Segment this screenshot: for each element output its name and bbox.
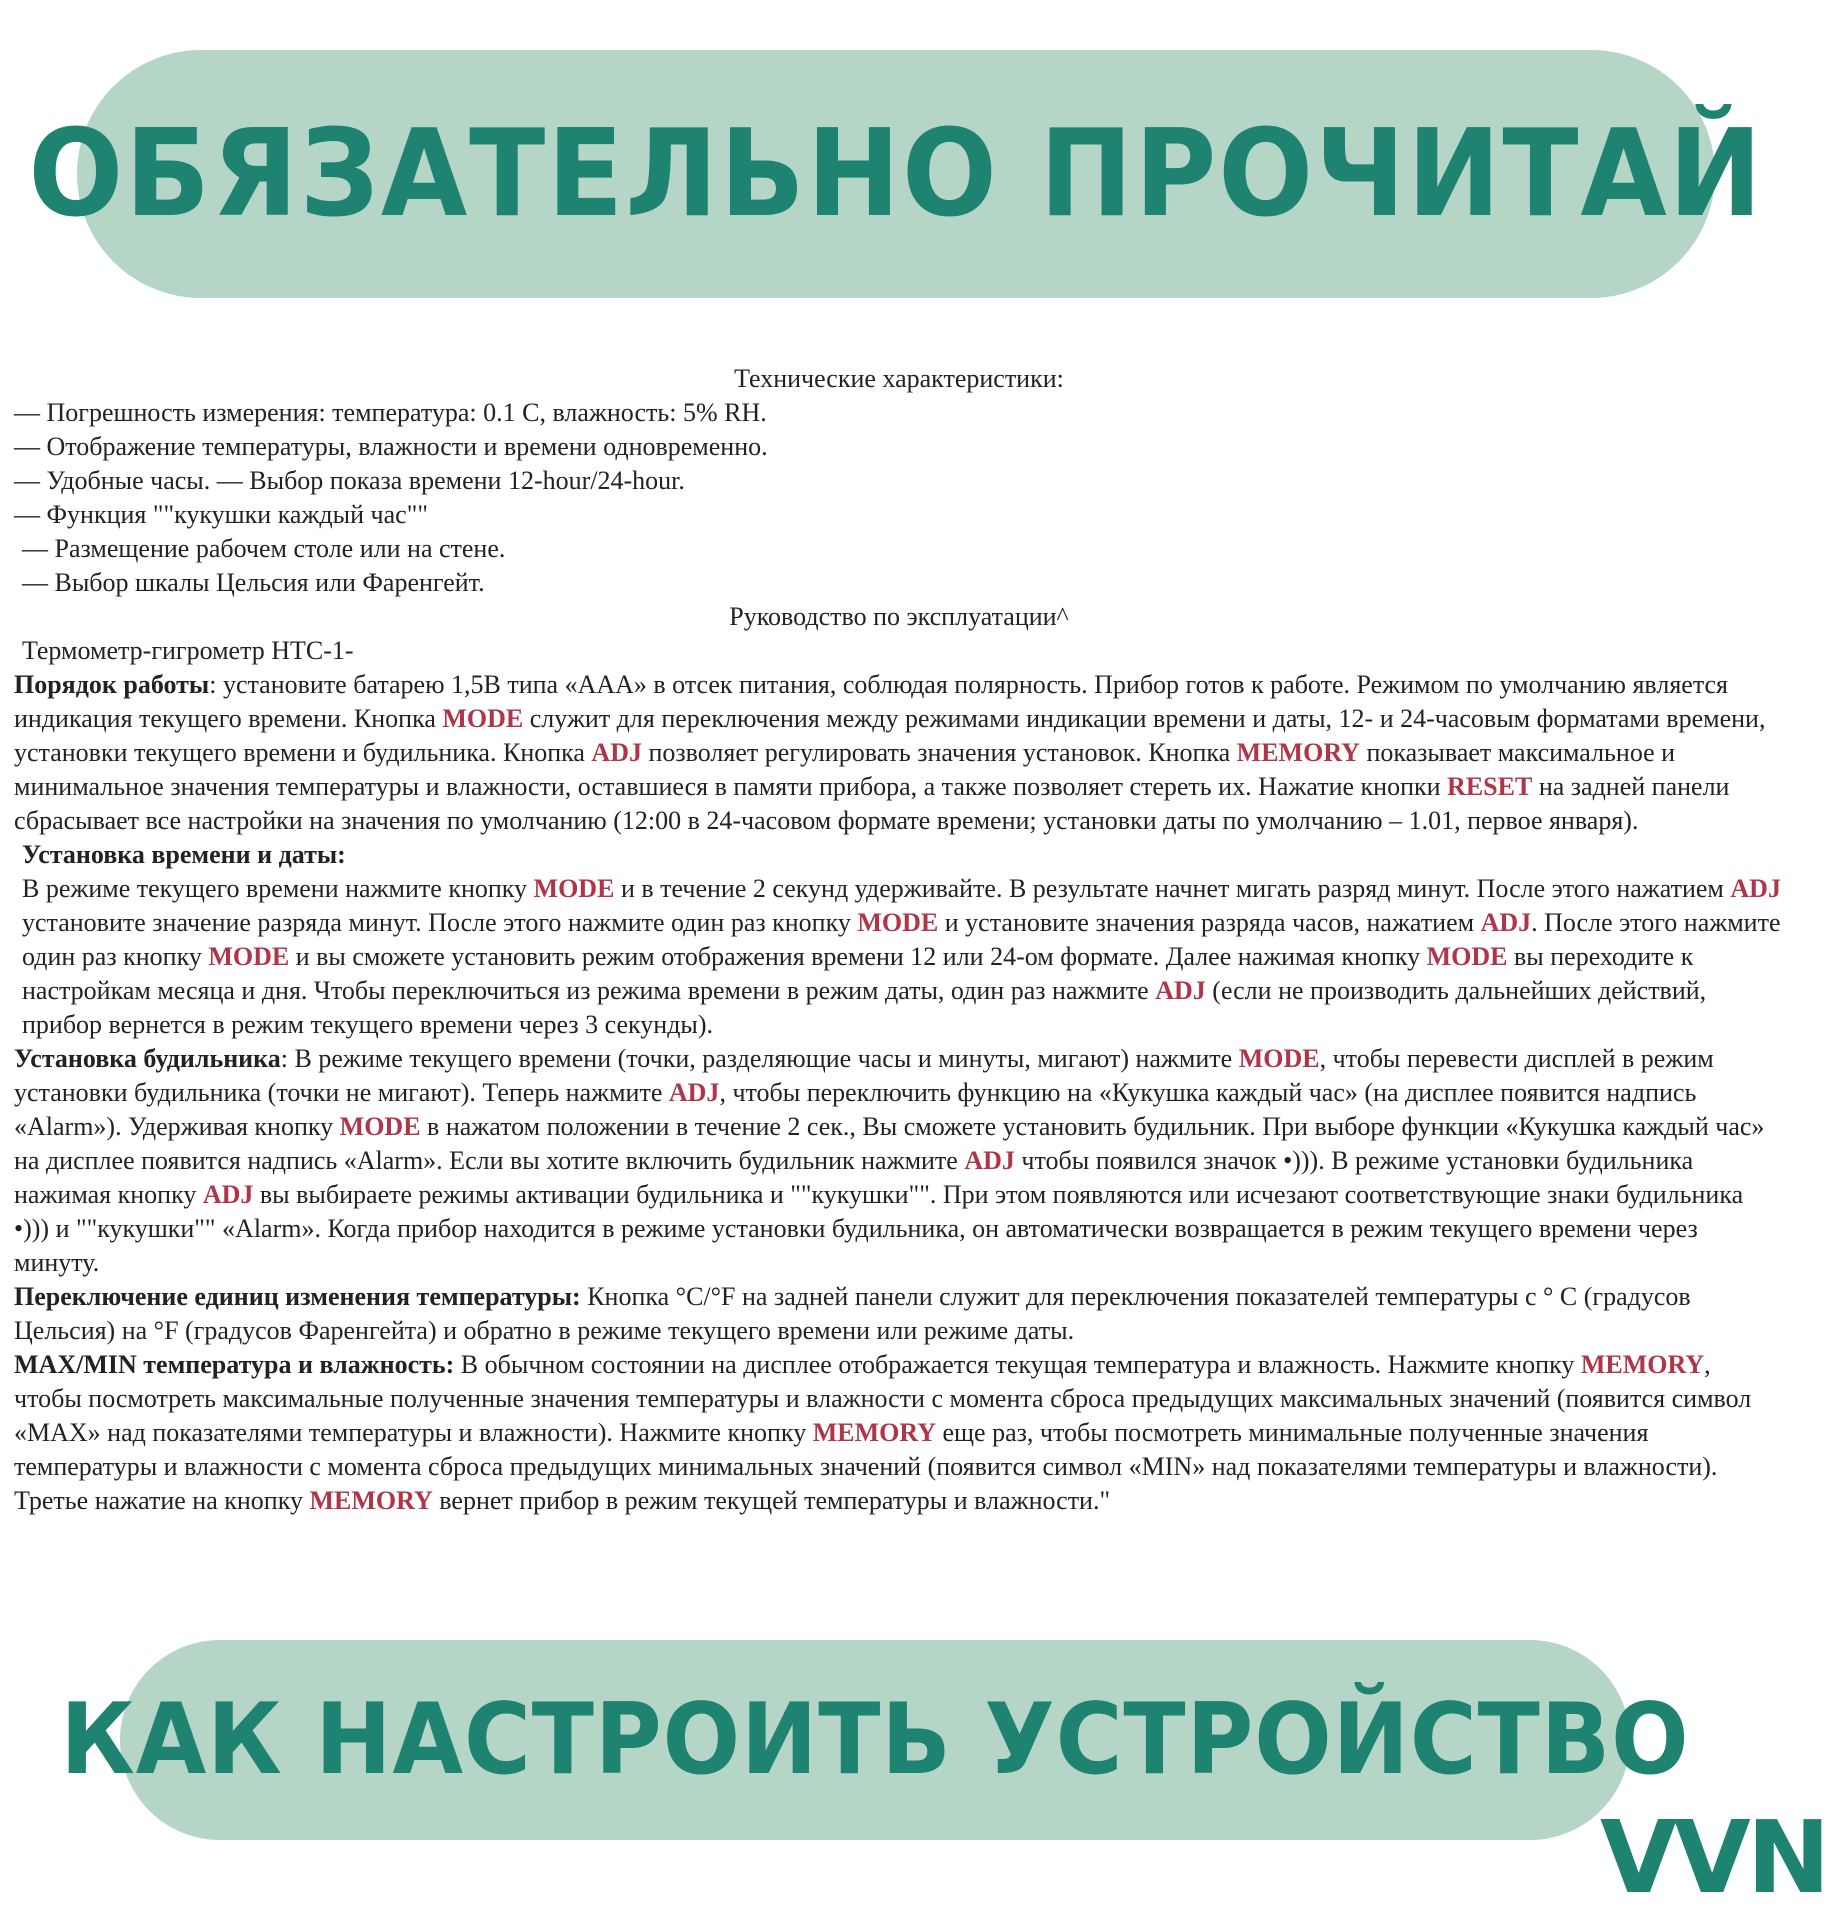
paragraph-text: вернет прибор в режим текущей температуры и влажности." — [432, 1486, 1111, 1515]
order-paragraph — [14, 668, 1784, 838]
brand-logo: VVN — [1600, 1799, 1826, 1916]
adj-keyword: ADJ — [1480, 908, 1532, 937]
adj-keyword: ADJ — [1155, 976, 1206, 1005]
paragraph-text: позволяет регулировать значения установок. Кнопка — [641, 738, 1237, 767]
spec-item: — Погрешность измерения: температура: 0.1 С, влажность: 5% RH. — [14, 398, 767, 427]
adj-keyword: ADJ — [964, 1146, 1015, 1175]
paragraph-text: чтобы появился значок •))). В режиме установки будильника нажимая кнопку — [14, 1146, 1694, 1209]
adj-keyword: ADJ — [591, 738, 642, 767]
alarm-heading: Установка будильника — [14, 1044, 281, 1073]
spec-item: — Удобные часы. — Выбор показа времени 12-hour/24-hour. — [14, 466, 685, 495]
time-paragraph — [14, 872, 1784, 1042]
paragraph-text: вы выбираете режимы активации будильника и ""кукушки"". При этом появляются или исчезают соответствующие знаки будильника •))) и ""кукушки"" «Alarm». Когда прибор находится в режиме установки будильника, он автоматически возвращается в режим текущего времени через минуту. — [14, 1180, 1744, 1277]
mode-keyword: MODE — [533, 874, 615, 903]
adj-keyword: ADJ — [668, 1078, 720, 1107]
paragraph-text: Кнопка °C/°F на задней панели служит для переключения показателей температуры с ° С (градусов Цельсия) на °F (градусов Фаренгейта) и обратно в режиме текущего времени или режиме даты. — [14, 1282, 1691, 1345]
paragraph-text: В обычном состоянии на дисплее отображается текущая температура и влажность. Нажмите кнопку — [454, 1350, 1581, 1379]
bottom-banner — [60, 1640, 1690, 1840]
spec-item: — Выбор шкалы Цельсия или Фаренгейт. — [22, 568, 485, 597]
paragraph-text: , чтобы перевести дисплей в режим установки будильника (точки не мигают). Теперь нажмите — [14, 1044, 1714, 1107]
paragraph-text: показывает максимальное и минимальное значения температуры и влажности, оставшиеся в памяти прибора, а также позволяет стереть их. Нажатие кнопки — [14, 738, 1676, 801]
paragraph-text: (если не производить дальнейших действий, прибор вернется в режим текущего времени через 3 секунды). — [22, 976, 1707, 1039]
memory-keyword: MEMORY — [1236, 738, 1360, 767]
spec-item: — Размещение рабочем столе или на стене. — [22, 534, 506, 563]
time-heading: Установка времени и даты: — [22, 840, 346, 869]
adj-keyword: ADJ — [1730, 874, 1781, 903]
spec-item: — Отображение температуры, влажности и времени одновременно. — [14, 432, 768, 461]
mode-keyword: MODE — [442, 704, 524, 733]
paragraph-text: еще раз, чтобы посмотреть минимальные полученные значения температуры и влажности с момента сброса предыдущих минимальных значений (появится символ «MIN» над показателями температуры и влажности). Третье нажатие на кнопку — [14, 1418, 1718, 1515]
paragraph-text: и установите значения разряда часов, нажатием — [938, 908, 1481, 937]
mode-keyword: MODE — [339, 1112, 421, 1141]
paragraph-text: служит для переключения между режимами индикации времени и даты, 12- и 24-часовым форматами времени, установки текущего времени и будильника. Кнопка — [14, 704, 1766, 767]
adj-keyword: ADJ — [202, 1180, 254, 1209]
paragraph-text: : установите батарею 1,5В типа «ААА» в отсек питания, соблюдая полярность. Прибор готов к работе. Режимом по умолчанию является индикация текущего времени. Кнопка — [14, 670, 1728, 733]
units-paragraph — [14, 1280, 1784, 1348]
mode-keyword: MODE — [857, 908, 939, 937]
paragraph-text: . После этого нажмите один раз кнопку — [22, 908, 1781, 971]
mode-keyword: MODE — [208, 942, 290, 971]
memory-keyword: MEMORY — [812, 1418, 936, 1447]
manual-title: Руководство по эксплуатации^ — [729, 602, 1069, 631]
paragraph-text: на задней панели сбрасывает все настройки на значения по умолчанию (12:00 в 24-часовом формате времени; установки даты по умолчанию – 1.01, первое января). — [14, 772, 1730, 835]
manual-document — [14, 362, 1784, 1518]
bottom-banner-title: КАК НАСТРОИТЬ УСТРОЙСТВО — [60, 1683, 1690, 1797]
top-banner — [28, 50, 1764, 298]
paragraph-text: в нажатом положении в течение 2 сек., Вы сможете установить будильник. При выборе функции «Кукушка каждый час» на дисплее появится надпись «Alarm». Если вы хотите включить будильник нажмите — [14, 1112, 1765, 1175]
units-heading: Переключение единиц изменения температуры: — [14, 1282, 581, 1311]
memory-keyword: MEMORY — [309, 1486, 433, 1515]
paragraph-text: установите значение разряда минут. После этого нажмите один раз кнопку — [22, 908, 858, 937]
maxmin-heading: MAX/MIN температура и влажность: — [14, 1350, 455, 1379]
alarm-paragraph — [14, 1042, 1784, 1280]
device-name: Термометр-гигрометр HTC-1- — [22, 636, 354, 665]
paragraph-text: , чтобы посмотреть максимальные полученные значения температуры и влажности с момента сброса предыдущих максимальных значений (появится символ «MAX» над показателями температуры и влажности). Нажмите кнопку — [14, 1350, 1752, 1447]
specs-title: Технические характеристики: — [734, 364, 1064, 393]
reset-keyword: RESET — [1447, 772, 1533, 801]
spec-item: — Функция ""кукушки каждый час"" — [14, 500, 428, 529]
maxmin-paragraph — [14, 1348, 1784, 1518]
paragraph-text: : В режиме текущего времени (точки, разделяющие часы и минуты, мигают) нажмите — [280, 1044, 1239, 1073]
memory-keyword: MEMORY — [1580, 1350, 1705, 1379]
mode-keyword: MODE — [1426, 942, 1508, 971]
paragraph-text: и в течение 2 секунд удерживайте. В результате начнет мигать разряд минут. После этого нажатием — [614, 874, 1731, 903]
top-banner-title: ОБЯЗАТЕЛЬНО ПРОЧИТАЙ — [28, 104, 1764, 244]
paragraph-text: вы переходите к настройкам месяца и дня. Чтобы переключиться из режима времени в режим даты, один раз нажмите — [22, 942, 1694, 1005]
order-heading: Порядок работы — [14, 670, 210, 699]
paragraph-text: и вы сможете установить режим отображения времени 12 или 24-ом формате. Далее нажимая кнопку — [289, 942, 1427, 971]
paragraph-text: В режиме текущего времени нажмите кнопку — [22, 874, 534, 903]
paragraph-text: , чтобы переключить функцию на «Кукушка каждый час» (на дисплее появится надпись «Alarm»). Удерживая кнопку — [14, 1078, 1697, 1141]
mode-keyword: MODE — [1238, 1044, 1320, 1073]
